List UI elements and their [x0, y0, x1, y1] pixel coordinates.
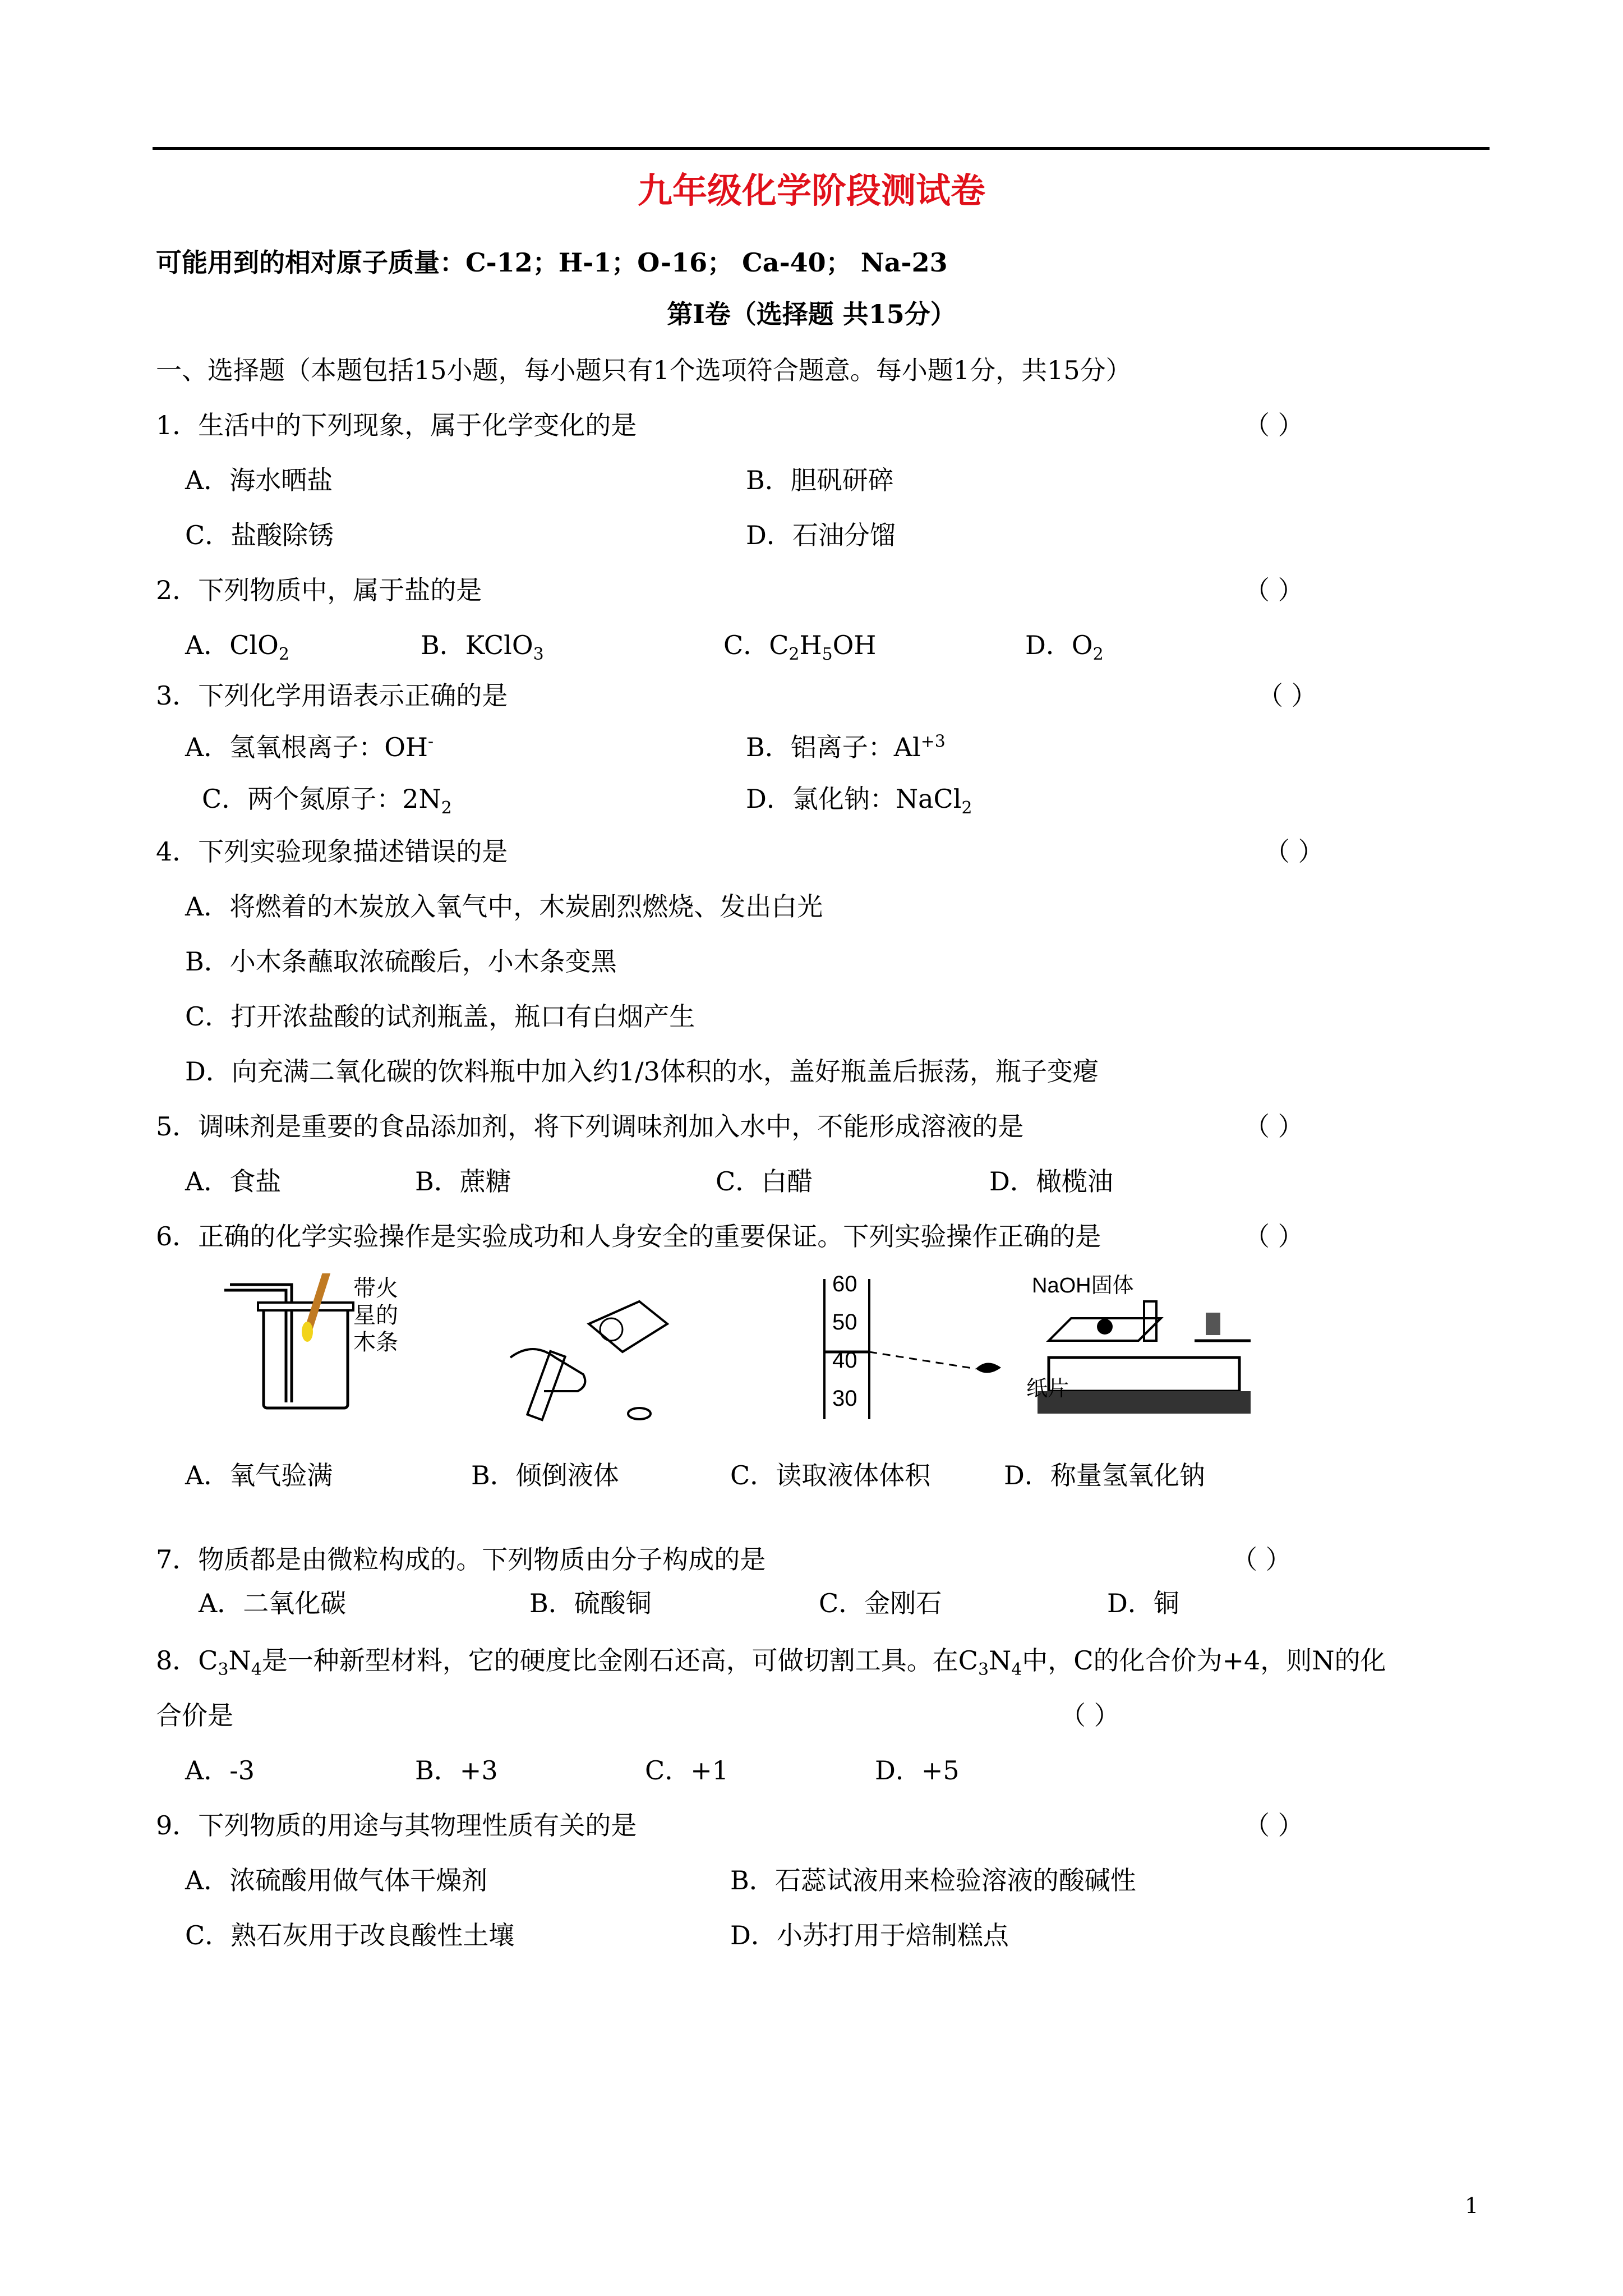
question-7-option-a: A．二氧化碳 — [199, 1588, 347, 1618]
cylinder-tick-60: 60 — [832, 1273, 857, 1296]
question-1-stem: 1．生活中的下列现象，属于化学变化的是 — [156, 410, 637, 440]
question-6-option-d: D．称量氢氧化钠 — [1004, 1460, 1205, 1490]
page-number: 1 — [1465, 2193, 1479, 2218]
question-6-option-b: B．倾倒液体 — [471, 1460, 619, 1490]
question-2-answer-paren: （ ） — [1244, 575, 1304, 605]
question-4-option-d: D．向充满二氧化碳的饮料瓶中加入约1/3体积的水，盖好瓶盖后振荡，瓶子变瘪 — [185, 1056, 1099, 1087]
figure-a-label-1: 带火 — [353, 1276, 398, 1301]
question-4-answer-paren: （ ） — [1264, 836, 1324, 867]
question-5-option-a: A．食盐 — [185, 1166, 282, 1197]
question-9-option-b: B．石蕊试液用来检验溶液的酸碱性 — [730, 1865, 1136, 1895]
top-rule — [153, 147, 1490, 150]
question-1-answer-paren: （ ） — [1244, 410, 1304, 440]
question-4-option-c: C．打开浓盐酸的试剂瓶盖，瓶口有白烟产生 — [185, 1001, 695, 1032]
question-8-option-d: D．+5 — [875, 1755, 960, 1786]
question-2-option-c: C．$C_2H_5OH$ — [723, 630, 877, 665]
question-3-option-c: C．两个氮原子：$2N_2$ — [202, 784, 452, 818]
question-5-option-d: D．橄榄油 — [989, 1166, 1113, 1197]
figure-d-naoh-label: NaOH固体 — [1032, 1274, 1134, 1297]
question-7-stem: 7．物质都是由微粒构成的。下列物质由分子构成的是 — [156, 1544, 766, 1575]
question-2-option-d: D．$O_2$ — [1025, 630, 1104, 665]
question-7-option-d: D．铜 — [1107, 1588, 1179, 1618]
question-3-answer-paren: （ ） — [1257, 680, 1317, 711]
question-6-option-c: C．读取液体体积 — [730, 1460, 931, 1490]
question-3-option-b: B．铝离子：$Al^{+3}$ — [746, 731, 946, 762]
question-5-answer-paren: （ ） — [1244, 1111, 1304, 1142]
question-6-stem: 6．正确的化学实验操作是实验成功和人身安全的重要保证。下列实验操作正确的是 — [156, 1221, 1101, 1251]
question-2-option-b: B．KClO$_3$ — [421, 630, 544, 665]
question-5-stem: 5．调味剂是重要的食品添加剂，将下列调味剂加入水中，不能形成溶液的是 — [156, 1111, 1024, 1142]
question-4-stem: 4．下列实验现象描述错误的是 — [156, 836, 508, 867]
question-2-stem: 2．下列物质中，属于盐的是 — [156, 575, 482, 605]
figure-a-label-3: 木条 — [353, 1330, 398, 1355]
question-7-option-c: C．金刚石 — [819, 1588, 942, 1618]
atomic-masses-note: 可能用到的相对原子质量：C-12；H-1；O-16； Ca-40； Na-23 — [156, 247, 948, 278]
exam-title: 九年级化学阶段测试卷 — [637, 170, 985, 211]
question-8-answer-paren: （ ） — [1060, 1700, 1120, 1731]
question-8-option-b: B．+3 — [415, 1755, 498, 1786]
figure-a-label-2: 星的 — [353, 1303, 398, 1328]
cylinder-tick-50: 50 — [832, 1310, 857, 1335]
question-2-option-a: A．ClO$_2$ — [185, 630, 289, 665]
question-8-stem-line2: 合价是 — [156, 1700, 233, 1731]
section-instructions: 一、选择题（本题包括15小题，每小题只有1个选项符合题意。每小题1分，共15分） — [156, 355, 1132, 385]
question-9-option-a: A．浓硫酸用做气体干燥剂 — [185, 1865, 488, 1895]
figure-graduated-cylinder — [808, 1273, 1026, 1425]
question-9-stem: 9．下列物质的用途与其物理性质有关的是 — [156, 1810, 637, 1841]
question-1-option-c: C．盐酸除锈 — [185, 520, 334, 550]
figure-pouring-liquid — [499, 1290, 690, 1425]
question-7-option-b: B．硫酸铜 — [529, 1588, 652, 1618]
question-6-answer-paren: （ ） — [1244, 1221, 1304, 1251]
question-7-answer-paren: （ ） — [1232, 1544, 1292, 1575]
question-6-option-a: A．氧气验满 — [185, 1460, 333, 1490]
question-4-option-a: A．将燃着的木炭放入氧气中，木炭剧烈燃烧、发出白光 — [185, 891, 823, 922]
question-3-stem: 3．下列化学用语表示正确的是 — [156, 680, 508, 711]
question-8-option-a: A．-3 — [185, 1755, 255, 1786]
question-1-option-b: B．胆矾研碎 — [746, 465, 894, 495]
question-3-option-a: A．氢氧根离子：OH- — [185, 731, 434, 762]
question-4-option-b: B．小木条蘸取浓硫酸后，小木条变黑 — [185, 946, 617, 977]
question-5-option-c: C．白醋 — [716, 1166, 813, 1197]
question-3-option-d: D．氯化钠：NaCl$_2$ — [746, 784, 972, 818]
question-9-option-d: D．小苏打用于焙制糕点 — [730, 1920, 1009, 1950]
figure-d-paper-label: 纸片 — [1026, 1377, 1069, 1401]
question-8-stem: 8．$C_3N_4$是一种新型材料，它的硬度比金刚石还高，可做切割工具。在$C_3N_4$中，C的化合价为+4，则N的化 — [156, 1645, 1386, 1680]
question-5-option-b: B．蔗糖 — [415, 1166, 511, 1197]
question-9-answer-paren: （ ） — [1244, 1810, 1304, 1841]
question-1-option-d: D．石油分馏 — [746, 520, 896, 550]
question-1-option-a: A．海水晒盐 — [185, 465, 333, 495]
cylinder-tick-30: 30 — [832, 1386, 857, 1411]
figure-balance — [1026, 1273, 1267, 1436]
cylinder-tick-40: 40 — [832, 1348, 857, 1373]
section-title: 第Ⅰ卷（选择题 共15分） — [667, 299, 956, 329]
question-8-option-c: C．+1 — [645, 1755, 729, 1786]
question-9-option-c: C．熟石灰用于改良酸性土壤 — [185, 1920, 515, 1950]
figure-oxygen-check — [219, 1273, 421, 1419]
